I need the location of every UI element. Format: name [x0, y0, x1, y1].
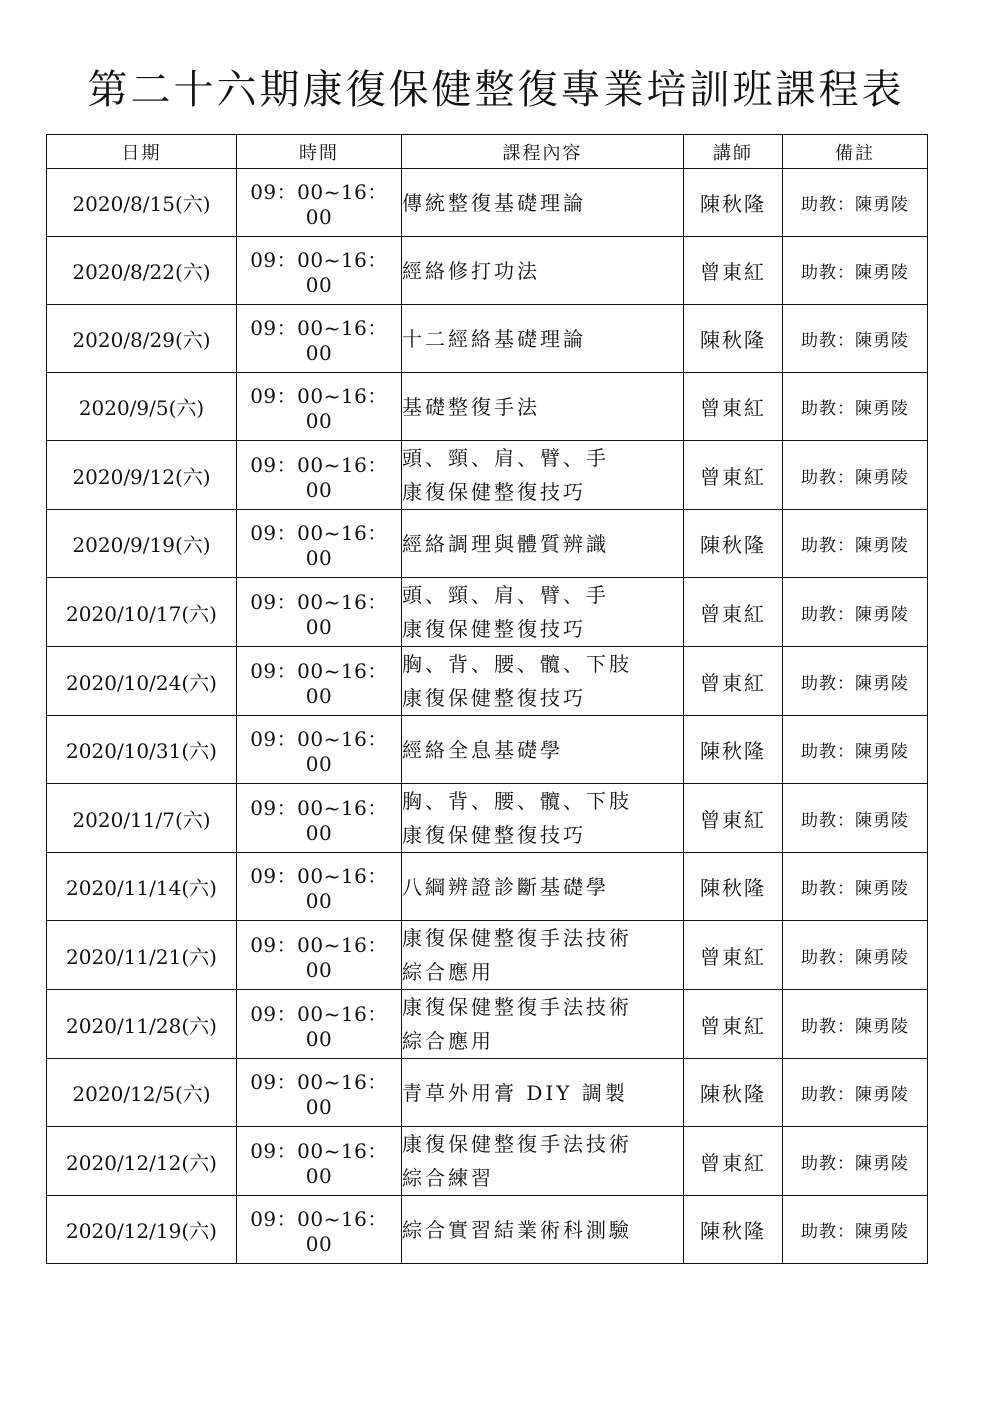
content-cell	[402, 373, 684, 441]
note-cell: 助教：陳勇陵	[783, 716, 928, 784]
time-cell: 09：00~16：00	[237, 305, 402, 373]
time-cell: 09：00~16：00	[237, 578, 402, 647]
content-line: 康復保健整復技巧	[402, 823, 586, 847]
date-cell: 2020/11/21(六)	[47, 921, 237, 990]
content-line: 十二經絡基礎理論	[402, 326, 586, 351]
content-cell	[402, 647, 684, 716]
content-line: 傳統整復基礎理論	[402, 190, 586, 215]
time-cell: 09：00~16：00	[237, 169, 402, 237]
content-cell	[402, 990, 684, 1059]
table-row	[47, 305, 928, 373]
table-row	[47, 921, 928, 990]
content-line: 頭、頸、肩、臂、手	[402, 446, 609, 470]
teacher-cell: 曾東紅	[684, 990, 783, 1059]
date-cell: 2020/8/22(六)	[47, 237, 237, 305]
teacher-cell: 曾東紅	[684, 647, 783, 716]
table-row	[47, 578, 928, 647]
date-cell: 2020/11/14(六)	[47, 853, 237, 921]
teacher-cell: 陳秋隆	[684, 305, 783, 373]
time-cell: 09：00~16：00	[237, 510, 402, 578]
table-row	[47, 237, 928, 305]
content-cell	[402, 716, 684, 784]
content-cell	[402, 578, 684, 647]
header-content: 課程內容	[402, 135, 684, 169]
table-row	[47, 853, 928, 921]
note-cell: 助教：陳勇陵	[783, 373, 928, 441]
table-row	[47, 647, 928, 716]
teacher-cell: 陳秋隆	[684, 853, 783, 921]
date-cell: 2020/12/19(六)	[47, 1196, 237, 1264]
teacher-cell: 曾東紅	[684, 1127, 783, 1196]
note-cell: 助教：陳勇陵	[783, 990, 928, 1059]
note-cell: 助教：陳勇陵	[783, 237, 928, 305]
note-cell: 助教：陳勇陵	[783, 1196, 928, 1264]
content-cell	[402, 1059, 684, 1127]
teacher-cell: 陳秋隆	[684, 1196, 783, 1264]
teacher-cell: 曾東紅	[684, 237, 783, 305]
table-row	[47, 510, 928, 578]
content-line: 青草外用膏 DIY 調製	[402, 1080, 628, 1105]
content-cell	[402, 510, 684, 578]
note-cell: 助教：陳勇陵	[783, 510, 928, 578]
date-cell: 2020/10/31(六)	[47, 716, 237, 784]
content-line: 綜合實習結業術科測驗	[402, 1217, 632, 1242]
date-cell: 2020/11/28(六)	[47, 990, 237, 1059]
table-row	[47, 716, 928, 784]
content-cell	[402, 921, 684, 990]
content-line: 康復保健整復技巧	[402, 617, 586, 641]
header-time: 時間	[237, 135, 402, 169]
time-cell: 09：00~16：00	[237, 373, 402, 441]
content-line: 康復保健整復手法技術	[402, 1132, 632, 1156]
time-cell: 09：00~16：00	[237, 853, 402, 921]
time-cell: 09：00~16：00	[237, 237, 402, 305]
note-cell: 助教：陳勇陵	[783, 853, 928, 921]
content-cell	[402, 441, 684, 510]
content-cell	[402, 1196, 684, 1264]
page-title: 第二十六期康復保健整復專業培訓班課程表	[87, 67, 905, 113]
content-line: 康復保健整復技巧	[402, 686, 586, 710]
date-cell: 2020/9/5(六)	[47, 373, 237, 441]
note-cell: 助教：陳勇陵	[783, 441, 928, 510]
table-row	[47, 1127, 928, 1196]
table-header-row	[47, 135, 928, 169]
table-body	[47, 169, 928, 1264]
teacher-cell: 陳秋隆	[684, 716, 783, 784]
note-cell: 助教：陳勇陵	[783, 921, 928, 990]
content-line: 綜合應用	[402, 1029, 494, 1053]
content-line: 康復保健整復手法技術	[402, 995, 632, 1019]
date-cell: 2020/12/5(六)	[47, 1059, 237, 1127]
teacher-cell: 陳秋隆	[684, 1059, 783, 1127]
note-cell: 助教：陳勇陵	[783, 578, 928, 647]
teacher-cell: 曾東紅	[684, 578, 783, 647]
date-cell: 2020/11/7(六)	[47, 784, 237, 853]
content-cell	[402, 1127, 684, 1196]
date-cell: 2020/12/12(六)	[47, 1127, 237, 1196]
content-cell	[402, 853, 684, 921]
content-line: 綜合練習	[402, 1166, 494, 1190]
time-cell: 09：00~16：00	[237, 990, 402, 1059]
teacher-cell: 陳秋隆	[684, 510, 783, 578]
content-cell	[402, 784, 684, 853]
table-row	[47, 1196, 928, 1264]
schedule-table	[46, 134, 928, 1264]
date-cell: 2020/9/19(六)	[47, 510, 237, 578]
table-row	[47, 441, 928, 510]
content-line: 經絡調理與體質辨識	[402, 531, 609, 556]
teacher-cell: 曾東紅	[684, 441, 783, 510]
time-cell: 09：00~16：00	[237, 1196, 402, 1264]
header-date: 日期	[47, 135, 237, 169]
content-line: 胸、背、腰、髖、下肢	[402, 652, 632, 676]
table-row	[47, 784, 928, 853]
date-cell: 2020/10/24(六)	[47, 647, 237, 716]
teacher-cell: 陳秋隆	[684, 169, 783, 237]
date-cell: 2020/8/15(六)	[47, 169, 237, 237]
header-note: 備註	[783, 135, 928, 169]
time-cell: 09：00~16：00	[237, 1127, 402, 1196]
date-cell: 2020/8/29(六)	[47, 305, 237, 373]
content-line: 康復保健整復技巧	[402, 480, 586, 504]
content-line: 經絡修打功法	[402, 258, 540, 283]
content-line: 綜合應用	[402, 960, 494, 984]
time-cell: 09：00~16：00	[237, 647, 402, 716]
content-line: 胸、背、腰、髖、下肢	[402, 789, 632, 813]
note-cell: 助教：陳勇陵	[783, 784, 928, 853]
time-cell: 09：00~16：00	[237, 1059, 402, 1127]
content-cell	[402, 237, 684, 305]
content-cell	[402, 305, 684, 373]
table-row	[47, 169, 928, 237]
content-line: 基礎整復手法	[402, 394, 540, 419]
time-cell: 09：00~16：00	[237, 784, 402, 853]
table-row	[47, 990, 928, 1059]
time-cell: 09：00~16：00	[237, 441, 402, 510]
content-line: 頭、頸、肩、臂、手	[402, 583, 609, 607]
date-cell: 2020/10/17(六)	[47, 578, 237, 647]
teacher-cell: 曾東紅	[684, 373, 783, 441]
time-cell: 09：00~16：00	[237, 716, 402, 784]
note-cell: 助教：陳勇陵	[783, 305, 928, 373]
table-row	[47, 373, 928, 441]
note-cell: 助教：陳勇陵	[783, 169, 928, 237]
content-cell	[402, 169, 684, 237]
header-teacher: 講師	[684, 135, 783, 169]
note-cell: 助教：陳勇陵	[783, 1127, 928, 1196]
content-line: 經絡全息基礎學	[402, 737, 563, 762]
date-cell: 2020/9/12(六)	[47, 441, 237, 510]
content-line: 康復保健整復手法技術	[402, 926, 632, 950]
content-line: 八綱辨證診斷基礎學	[402, 874, 609, 899]
time-cell: 09：00~16：00	[237, 921, 402, 990]
teacher-cell: 曾東紅	[684, 784, 783, 853]
note-cell: 助教：陳勇陵	[783, 1059, 928, 1127]
note-cell: 助教：陳勇陵	[783, 647, 928, 716]
teacher-cell: 曾東紅	[684, 921, 783, 990]
table-row	[47, 1059, 928, 1127]
